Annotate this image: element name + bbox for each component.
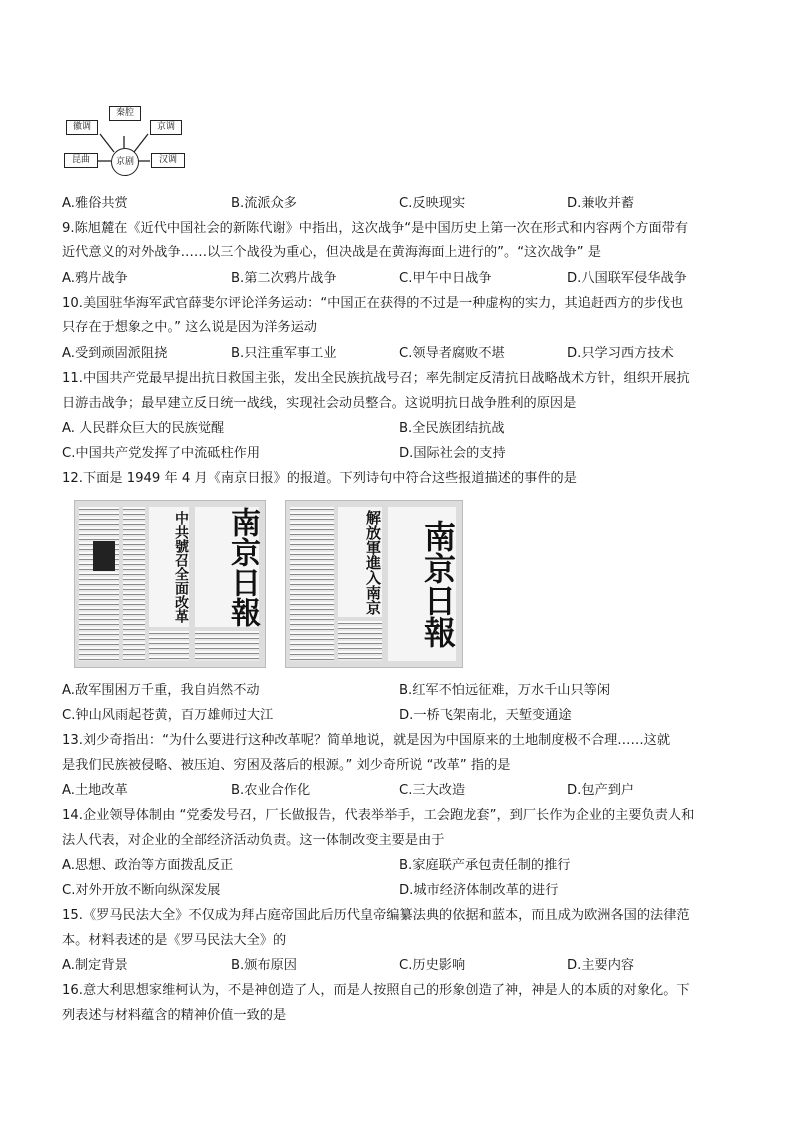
q13-option-d: D.包产到户 xyxy=(567,783,635,798)
newspaper-headline-right: 解放軍進入南京 xyxy=(338,507,382,617)
newspaper-column xyxy=(123,507,145,661)
q12-option-b: B.红军不怕远征难，万水千山只等闲 xyxy=(399,683,611,698)
q12-stem-line1: 12.下面是 1949 年 4 月《南京日报》的报道。下列诗句中符合这些报道描述的事件的是 xyxy=(62,471,577,486)
q13-option-c: C.三大改造 xyxy=(399,783,466,798)
q15-stem-line2: 本。材料表述的是《罗马民法大全》的 xyxy=(62,933,287,948)
newspaper-photo-left xyxy=(74,500,266,668)
diagram-node-jingdiao: 京调 xyxy=(150,120,182,135)
q14-option-c: C.对外开放不断向纵深发展 xyxy=(62,883,221,898)
q14-option-b: B.家庭联产承包责任制的推行 xyxy=(399,858,571,873)
diagram-node-huidiao: 徽调 xyxy=(66,120,98,135)
q15-option-d: D.主要内容 xyxy=(567,958,635,973)
opera-origin-diagram xyxy=(62,104,186,176)
q11-stem-line2: 日游击战争；最早建立反日统一战线，实现社会动员整合。这说明抗日战争胜利的原因是 xyxy=(62,396,577,411)
newspaper-column xyxy=(338,621,382,661)
q15-option-c: C.历史影响 xyxy=(399,958,466,973)
q11-stem-line1: 11.中国共产党最早提出抗日救国主张，发出全民族抗战号召；率先制定反清抗日战略战术方针，组织开展抗 xyxy=(62,371,690,386)
newspaper-headline-left: 中共號召全面改革 xyxy=(149,507,189,627)
q15-option-b: B.颁布原因 xyxy=(231,958,297,973)
newspaper-column xyxy=(195,631,259,661)
diagram-center-jingju: 京剧 xyxy=(111,148,139,176)
q8-option-a: A.雅俗共赏 xyxy=(62,196,128,211)
q12-option-c: C.钟山风雨起苍黄，百万雄师过大江 xyxy=(62,708,274,723)
newspaper-masthead-left: 南京日報 xyxy=(195,507,259,627)
newspaper-column xyxy=(79,507,119,661)
diagram-node-qinqiang: 秦腔 xyxy=(109,106,141,121)
q10-stem-line1: 10.美国驻华海军武官薛斐尔评论洋务运动：“中国正在获得的不过是一种虚构的实力，其追赶西方的步伐也 xyxy=(62,296,684,311)
q12-option-a: A.敌军围困万千重，我自岿然不动 xyxy=(62,683,260,698)
q10-stem-line2: 只存在于想象之中。” 这么说是因为洋务运动 xyxy=(62,320,317,335)
q10-option-b: B.只注重军事工业 xyxy=(231,346,337,361)
newspaper-photo-right xyxy=(285,500,463,668)
q11-option-b: B.全民族团结抗战 xyxy=(399,421,505,436)
q10-option-c: C.领导者腐败不堪 xyxy=(399,346,505,361)
q15-stem-line1: 15.《罗马民法大全》不仅成为拜占庭帝国此后历代皇帝编纂法典的依据和蓝本，而且成为欧洲各国的法律范 xyxy=(62,908,690,923)
q9-option-d: D.八国联军侵华战争 xyxy=(567,271,687,286)
diagram-node-kunqu: 昆曲 xyxy=(64,153,98,168)
q10-option-d: D.只学习西方技术 xyxy=(567,346,674,361)
q16-stem-line1: 16.意大利思想家维柯认为，不是神创造了人，而是人按照自己的形象创造了神，神是人的本质的对象化。下 xyxy=(62,983,690,998)
q13-option-a: A.土地改革 xyxy=(62,783,128,798)
q13-stem-line2: 是我们民族被侵略、被压迫、穷困及落后的根源。” 刘少奇所说 “改革” 指的是 xyxy=(62,758,511,773)
q8-option-c: C.反映现实 xyxy=(399,196,466,211)
newspaper-column xyxy=(290,507,334,661)
q11-option-d: D.国际社会的支持 xyxy=(399,446,506,461)
q14-stem-line1: 14.企业领导体制由 “党委发号召，厂长做报告，代表举举手，工会跑龙套”，到厂长作为企业的主要负责人和 xyxy=(62,808,695,823)
q11-option-a: A. 人民群众巨大的民族觉醒 xyxy=(62,421,225,436)
q9-option-c: C.甲午中日战争 xyxy=(399,271,492,286)
q14-option-a: A.思想、政治等方面拨乱反正 xyxy=(62,858,234,873)
diagram-node-handiao: 汉调 xyxy=(151,153,185,168)
q14-option-d: D.城市经济体制改革的进行 xyxy=(399,883,559,898)
q10-option-a: A.受到顽固派阻挠 xyxy=(62,346,168,361)
q13-option-b: B.农业合作化 xyxy=(231,783,311,798)
q9-stem-line2: 近代意义的对外战争……以三个战役为重心，但决战是在黄海海面上进行的”。“这次战争” 是 xyxy=(62,245,601,260)
q16-stem-line2: 列表述与材料蕴含的精神价值一致的是 xyxy=(62,1008,287,1023)
q11-option-c: C.中国共产党发挥了中流砥柱作用 xyxy=(62,446,261,461)
q8-option-d: D.兼收并蓄 xyxy=(567,196,635,211)
newspaper-column xyxy=(149,631,189,661)
q14-stem-line2: 法人代表，对企业的全部经济活动负责。这一体制改变主要是由于 xyxy=(62,833,445,848)
newspaper-photo-block xyxy=(93,541,115,571)
q8-option-b: B.流派众多 xyxy=(231,196,297,211)
q9-option-b: B.第二次鸦片战争 xyxy=(231,271,337,286)
q9-stem-line1: 9.陈旭麓在《近代中国社会的新陈代谢》中指出，这次战争“是中国历史上第一次在形式和内容两个方面带有 xyxy=(62,221,689,236)
q9-option-a: A.鸦片战争 xyxy=(62,271,128,286)
newspaper-masthead-right: 南京日報 xyxy=(388,507,456,661)
q12-option-d: D.一桥飞架南北，天堑变通途 xyxy=(399,708,572,723)
q15-option-a: A.制定背景 xyxy=(62,958,128,973)
q13-stem-line1: 13.刘少奇指出：“为什么要进行这种改革呢？简单地说，就是因为中国原来的土地制度极不合理……这就 xyxy=(62,733,671,748)
